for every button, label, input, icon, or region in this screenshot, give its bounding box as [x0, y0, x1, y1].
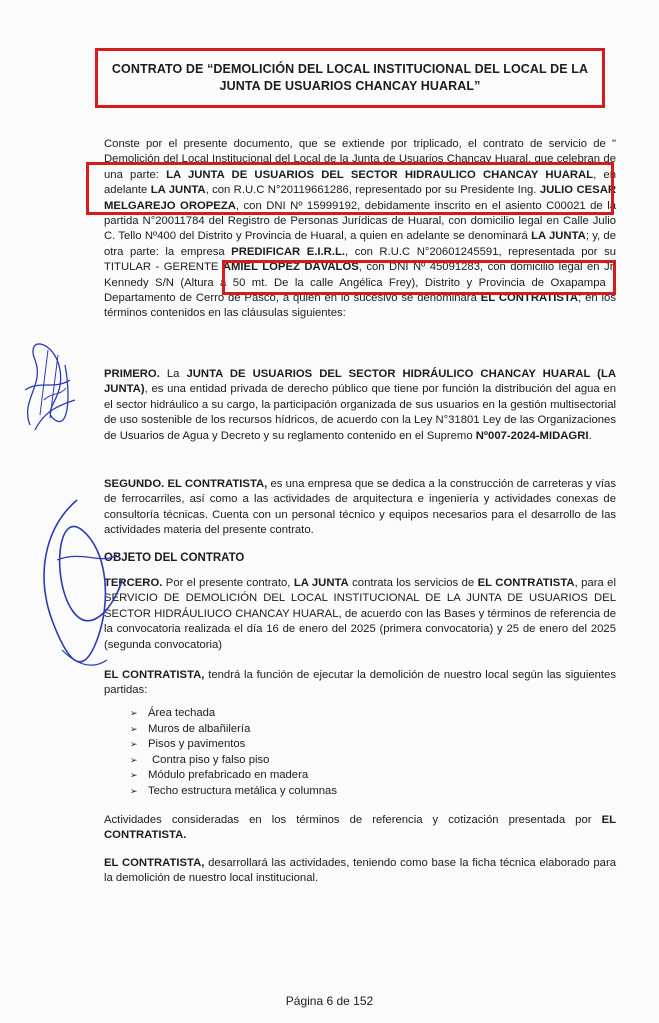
primero-text-2: , es una entidad privada de derecho público que tiene por función la distribución del agua en el sector hidráulico a su cargo, la participación organizada de sus usuarios en la gestión multisectorial de uso sostenible de los recursos hídricos, de acuerdo con la Ley N°31801 Ley de las Organizaciones de Usuarios de Agua y Decreto y su reglamento contenido en el Supremo [104, 383, 616, 442]
funcion-label: EL CONTRATISTA, [104, 669, 205, 681]
intro-text-3: , con R.U.C N°20119661286, representado por su Presidente Ing. [205, 184, 540, 197]
intro-text-2: , en adelante [104, 168, 617, 197]
list-item: ➢ Contra piso y falso piso [130, 753, 337, 769]
list-item: ➢ Pisos y pavimentos [130, 737, 337, 753]
clause-segundo [104, 477, 616, 539]
list-item: ➢ Muros de albañilería [130, 722, 337, 738]
la-junta-term-2: LA JUNTA [531, 230, 586, 243]
company-name: PREDIFICAR E.I.R.L. [231, 245, 346, 258]
segundo-text: es una empresa que se dedica a la construcción de carreteras y vías de ferrocarriles, así como a las actividades de arquitectura e ingeniería y actividades conexas de consultoría técnicas. Cuenta con un personal técnico y equipos necesarios para el desarrollo de las actividades materia del presente contrato. [104, 478, 616, 537]
la-junta-term: LA JUNTA [150, 184, 206, 197]
intro-text-6: , con R.U.C N°20601245591, representada por su TITULAR - GERENTE [104, 245, 617, 274]
clause-primero [104, 367, 616, 444]
arrow-bullet-icon: ➢ [130, 754, 138, 765]
arrow-bullet-icon: ➢ [130, 770, 138, 781]
tercero-junta: LA JUNTA [293, 577, 349, 589]
partidas-list [130, 706, 337, 800]
document-title: CONTRATO DE “DEMOLICIÓN DEL LOCAL INSTITUCIONAL DEL LOCAL DE LA JUNTA DE USUARIOS CHANCAY HUARAL” [111, 62, 589, 93]
primero-text-1: La [159, 368, 187, 380]
desarrollo-label: EL CONTRATISTA, [104, 857, 205, 869]
intro-text-5: ; y, de otra parte: la empresa [104, 230, 616, 258]
primero-label: PRIMERO. [104, 368, 160, 380]
funcion-text: tendrá la función de ejecutar la demolición de nuestro local según las siguientes partidas: [104, 669, 616, 697]
page-footer: Página 6 de 152 [285, 994, 374, 1008]
tercero-text-3: , para el SERVICIO DE DEMOLICIÓN DEL LOCAL INSTITUCIONAL DE LA JUNTA DE USUARIOS DEL SECTOR HIDRÁULIUCO CHANCAY HUARAL, de acuerdo con las Bases y términos de referencia de la convocatoria realizada el día 16 de enero del 2025 (primera convocatoria) y 25 de enero del 2025 (segunda convocatoria) [104, 577, 616, 651]
intro-text-7: , con DNI Nº 45091283, con domicilio legal en Jr. Kennedy S/N (Altura a 50 mt. De la calle Angélica Frey), Distrito y Provincia de Oxapampa - Departamento de Cerro de Pasco, a quien en lo sucesivo se denominará [104, 261, 616, 305]
tercero-text-1: Por el presente contrato, [162, 577, 294, 589]
list-item: ➢ Módulo prefabricado en madera [130, 768, 337, 784]
primero-text-3: . [588, 429, 592, 442]
president-name: JULIO CESAR MELGAREJO OROPEZA [104, 184, 617, 212]
manager-name: AMIEL LÓPEZ DÁVALOS [222, 261, 359, 274]
tercero-text-2: contrata los servicios de [348, 577, 478, 589]
objeto-title: OBJETO DEL CONTRATO [104, 552, 245, 564]
desarrollo-text: desarrollará las actividades, teniendo como base la ficha técnica elaborado para la demolición de nuestro local institucional. [104, 857, 616, 885]
desarrollo-paragraph [104, 856, 616, 887]
primero-decree: Nº007-2024-MIDAGRI [475, 429, 589, 442]
title-highlight-box [95, 48, 605, 108]
intro-text-4: , con DNI Nº 15999192, debidamente inscrito en el asiento C00021 de la partida N°20011784 del Registro de Personas Jurídicas de Huaral, con domicilio legal en Calle Julio C. Tello Nº400 del Distrito y Provincia de Huaral, a quien en adelante se denominará [104, 199, 616, 243]
arrow-bullet-icon: ➢ [130, 723, 138, 734]
junta-name: LA JUNTA DE USUARIOS DEL SECTOR HIDRAULICO CHANCAY HUARAL [166, 168, 594, 181]
tercero-contratista: EL CONTRATISTA [477, 577, 575, 589]
arrow-bullet-icon: ➢ [130, 708, 138, 718]
list-item: ➢ Área techada [130, 706, 337, 722]
primero-entity: JUNTA DE USUARIOS DEL SECTOR HIDRÁULICO CHANCAY HUARAL (LA JUNTA) [104, 368, 617, 396]
company-highlight-box [222, 260, 616, 295]
list-item: ➢ Techo estructura metálica y columnas [130, 784, 337, 800]
tercero-label: TERCERO. [104, 577, 163, 589]
clause-tercero [104, 576, 616, 653]
actividades-contratista: EL CONTRATISTA. [104, 814, 616, 842]
segundo-label: SEGUNDO. EL CONTRATISTA, [104, 478, 268, 490]
arrow-bullet-icon: ➢ [130, 739, 138, 750]
signature-scribble-2 [22, 490, 132, 690]
arrow-bullet-icon: ➢ [130, 785, 138, 796]
intro-text-1: Conste por el presente documento, que se extiende por triplicado, el contrato de servicio de " Demolición del Local Institucional del Local de la Junta de Usuarios Chancay Huaral, que celebran de una parte: [104, 138, 616, 181]
actividades-paragraph [104, 813, 616, 844]
contratista-term: EL CONTRATISTA [480, 292, 579, 305]
junta-highlight-box [86, 162, 617, 215]
actividades-text: Actividades consideradas en los términos de referencia y cotización presentada por [104, 814, 602, 826]
intro-text-8: ; en los términos contenidos en las cláusulas siguientes: [104, 292, 616, 320]
funcion-paragraph [104, 668, 616, 699]
signature-scribble-1 [0, 330, 90, 440]
